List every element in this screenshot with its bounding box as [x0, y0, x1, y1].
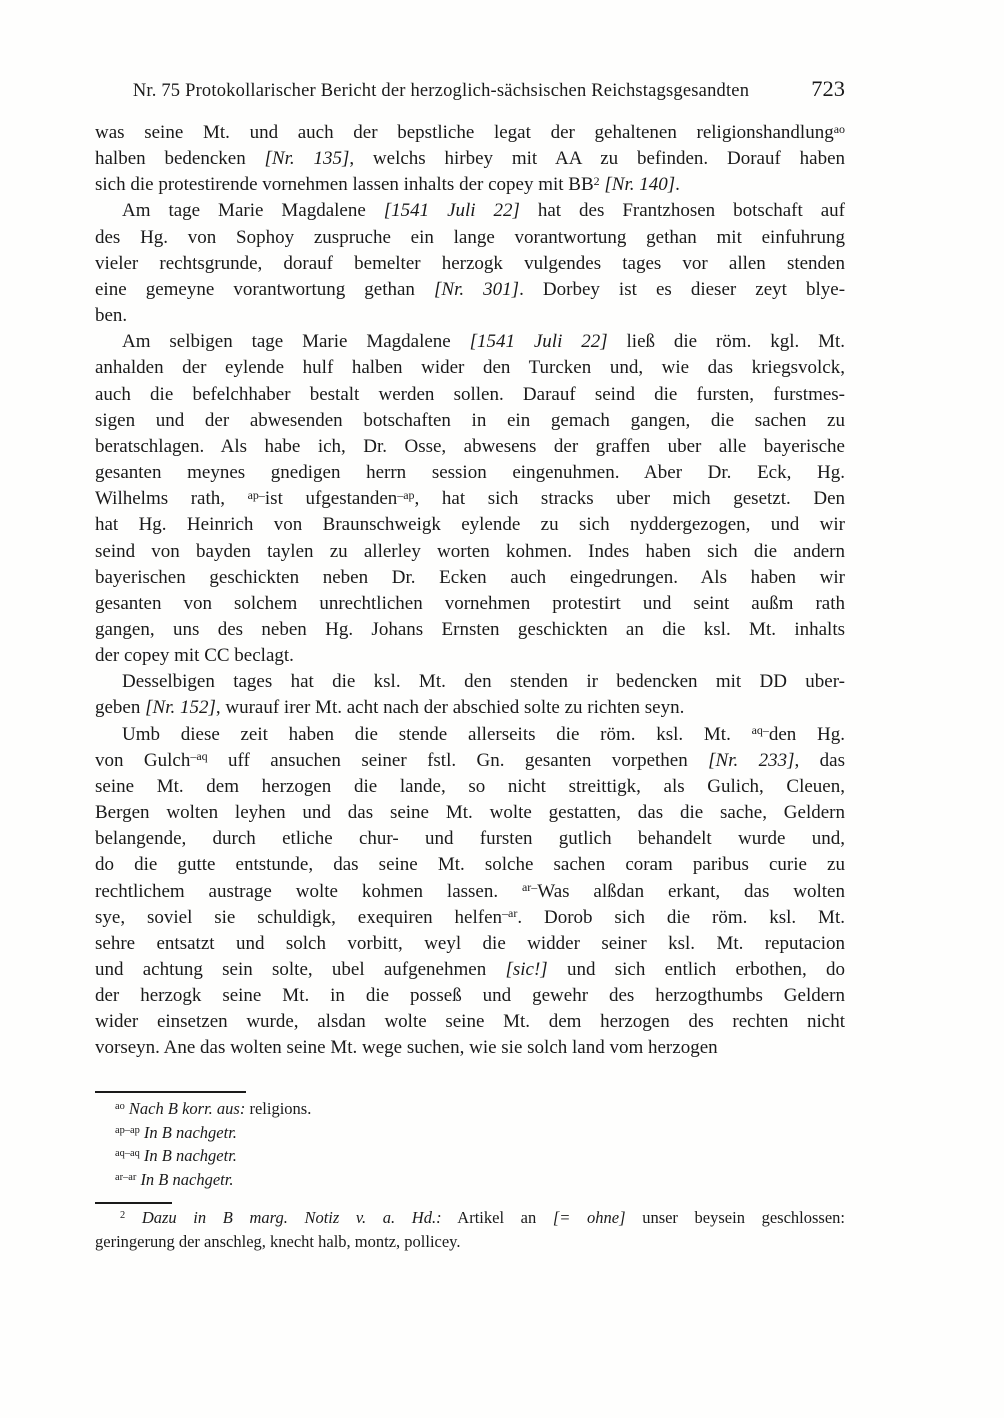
text-run	[125, 1208, 142, 1227]
text-line	[95, 800, 845, 826]
text-run: sich die protestirende vornehmen lassen inhalts der copey mit BB	[95, 174, 594, 196]
text-run: auch die befelchhaber bestalt werden sollen. Darauf seind die fursten, furstmes-	[95, 383, 845, 405]
text-run: rechtlichem austrage wolte kohmen lassen.	[95, 880, 522, 902]
superscript-marker: ar–	[522, 880, 538, 895]
paragraph	[95, 1144, 845, 1168]
text-run: religions.	[245, 1099, 312, 1118]
text-line	[95, 329, 845, 355]
numbered-footnote	[95, 1206, 845, 1253]
text-line	[95, 565, 845, 591]
text-run: Umb diese zeit haben die stende allerseits die röm. ksl. Mt.	[122, 723, 752, 745]
superscript-marker: –aq	[190, 749, 208, 764]
italic-text: [Nr. 152]	[145, 697, 216, 719]
footnote-separator-rule	[95, 1091, 246, 1093]
text-run: hat des Frantzhosen botschaft auf	[519, 200, 845, 222]
text-line	[95, 931, 845, 957]
text-run: , das	[794, 749, 846, 771]
text-run: Bergen wolten leyhen und das seine Mt. wolte gestatten, das die sache, Geldern	[95, 802, 845, 824]
text-run: ist ufgestanden	[264, 488, 398, 510]
text-run: seind von bayden taylen zu allerley worten kohmen. Indes haben sich die andern	[95, 540, 845, 562]
superscript-marker: –ap	[397, 487, 415, 502]
text-line	[95, 695, 845, 721]
text-line	[95, 852, 845, 878]
text-line	[95, 1035, 845, 1061]
text-run: beratschlagen. Als habe ich, Dr. Osse, abwesens der graffen uber alle bayerische	[95, 435, 845, 457]
paragraph	[95, 1121, 845, 1145]
text-run: Artikel an	[441, 1208, 553, 1227]
text-run: belangende, durch etliche chur- und fursten gutlich behandelt wurde und,	[95, 828, 845, 850]
text-run: vorseyn. Ane das wolten seine Mt. wege suchen, wie sie solch land vom herzogen	[95, 1037, 718, 1059]
text-line	[95, 826, 845, 852]
paragraph	[95, 669, 845, 721]
text-line	[95, 355, 845, 381]
superscript-marker: aq–aq	[115, 1148, 140, 1160]
text-line	[95, 539, 845, 565]
text-line	[95, 486, 845, 512]
text-run: , welchs hirbey mit AA zu befinden. Dorauf haben	[349, 148, 846, 170]
text-line	[95, 1230, 845, 1254]
text-line	[95, 1144, 845, 1168]
superscript-marker: ao	[833, 121, 845, 136]
paragraph	[95, 120, 845, 198]
text-line	[95, 146, 845, 172]
text-run: gesanten von solchem unrechtlichen vornehmen protestirt und seint außm rath	[95, 592, 845, 614]
text-run: . Dorob sich die röm. ksl. Mt.	[517, 906, 845, 928]
text-line	[95, 120, 845, 146]
text-run: vieler rechtsgrunde, dorauf bemelter herzogk vulgendes tages vor allen stenden	[95, 252, 845, 274]
header-title: Nr. 75 Protokollarischer Bericht der herzoglich-sächsischen Reichstagsgesandten	[132, 81, 750, 101]
text-run: , hat sich stracks uber mich gesetzt. Den	[414, 488, 846, 510]
body-text	[95, 120, 845, 1062]
text-line	[95, 512, 845, 538]
text-run: was seine Mt. und auch der bepstliche legat der gehaltenen religionshandlung	[95, 122, 834, 143]
italic-text: [= ohne]	[552, 1208, 626, 1227]
italic-text: Nach B korr. aus:	[128, 1099, 246, 1118]
text-run: der copey mit CC beclagt.	[95, 645, 294, 667]
footnote-separator-rule-2	[95, 1202, 172, 1204]
text-run: sehre entsatzt und solch vorbitt, weyl die widder seiner ksl. Mt. reputacion	[95, 932, 845, 954]
italic-text: [sic!]	[505, 959, 548, 980]
paragraph	[95, 198, 845, 329]
text-line	[95, 277, 845, 303]
text-run: ben.	[95, 305, 128, 327]
superscript-marker: –ar	[502, 906, 518, 921]
text-line	[95, 251, 845, 277]
text-line	[95, 382, 845, 408]
text-run: Am tage Marie Magdalene	[122, 200, 384, 222]
text-line	[95, 460, 845, 486]
text-run: Was alßdan erkant, das wolten	[537, 880, 845, 902]
italic-text: [Nr. 135]	[264, 148, 350, 170]
italic-text: [Nr. 233]	[708, 749, 795, 771]
italic-text: In B nachgetr.	[143, 1146, 237, 1165]
text-run: geben	[95, 697, 146, 719]
text-line	[95, 198, 845, 224]
text-run: seine Mt. dem herzogen die lande, so nicht streittigk, als Gulich, Cleuen,	[95, 775, 845, 797]
paragraph	[95, 1097, 845, 1121]
text-line	[95, 957, 845, 983]
text-line	[95, 591, 845, 617]
text-line	[95, 1206, 845, 1230]
superscript-marker: 2	[593, 173, 600, 188]
text-line	[95, 1009, 845, 1035]
text-run: sye, soviel sie schuldigk, exequiren helfen	[95, 906, 503, 928]
superscript-marker: ar–ar	[115, 1171, 137, 1183]
text-line	[95, 879, 845, 905]
text-run: von Gulch	[95, 749, 191, 771]
text-run: bayerischen geschickten neben Dr. Ecken auch eingedrungen. Als haben wir	[95, 566, 845, 588]
text-run: , wurauf irer Mt. acht nach der abschied solte zu richten seyn.	[215, 697, 685, 719]
text-run: Wilhelms rath,	[95, 488, 248, 510]
text-run: gesanten meynes gnedigen herrn session eingenuhmen. Aber Dr. Eck, Hg.	[95, 462, 845, 484]
text-run: des Hg. von Sophoy zuspruche ein lange vorantwortung gethan mit einfuhrung	[95, 226, 845, 248]
text-line	[95, 983, 845, 1009]
text-run: anhalden der eylende hulf halben wider den Turcken und, wie das kriegsvolck,	[95, 357, 845, 379]
italic-text: [Nr. 301]	[434, 278, 520, 300]
superscript-marker: ap–	[247, 487, 265, 502]
text-line	[95, 1097, 845, 1121]
italic-text: In B nachgetr.	[140, 1169, 234, 1189]
text-line	[95, 1121, 845, 1145]
text-run: gangen, uns des neben Hg. Johans Ernsten geschickten an die ksl. Mt. inhalts	[95, 618, 845, 640]
text-run: do die gutte entstunde, das seine Mt. solche sachen coram paribus curie zu	[95, 854, 845, 876]
italic-text: In B nachgetr.	[143, 1122, 237, 1142]
text-run: ließ die röm. kgl. Mt.	[607, 331, 846, 353]
text-line	[95, 408, 845, 434]
running-header	[95, 78, 845, 106]
italic-text: [1541 Juli 22]	[469, 331, 608, 353]
text-line	[95, 722, 845, 748]
paragraph	[95, 329, 845, 669]
text-run: und achtung sein solte, ubel aufgenehmen	[95, 959, 506, 980]
text-run: unser beysein geschlossen:	[625, 1208, 845, 1227]
text-run: wider einsetzen wurde, alsdan wolte seine Mt. dem herzogen des rechten nicht	[95, 1011, 845, 1033]
page-number: 723	[811, 76, 845, 101]
text-run: geringerung der anschleg, knecht halb, montz, pollicey.	[95, 1231, 461, 1251]
text-run: Am selbigen tage Marie Magdalene	[122, 331, 470, 353]
text-line	[95, 303, 845, 329]
paragraph	[95, 1206, 845, 1253]
superscript-marker: aq–	[751, 723, 769, 738]
text-run: und sich entlich erbothen, do	[547, 959, 846, 980]
text-line	[95, 905, 845, 931]
text-line	[95, 774, 845, 800]
text-line	[95, 434, 845, 460]
text-run: Desselbigen tages hat die ksl. Mt. den stenden ir bedencken mit DD uber-	[122, 671, 845, 693]
text-line	[95, 669, 845, 695]
text-run: halben bedencken	[95, 148, 265, 170]
text-run: hat Hg. Heinrich von Braunschweigk eylende zu sich nyddergezogen, und wir	[95, 514, 845, 536]
paragraph	[95, 1168, 845, 1192]
text-run: uff ansuchen seiner fstl. Gn. gesanten vorpethen	[207, 749, 709, 771]
text-run: der herzogk seine Mt. in die posseß und gewehr des herzogthumbs Geldern	[95, 985, 845, 1007]
text-line	[95, 748, 845, 774]
superscript-marker: ap–ap	[115, 1124, 140, 1136]
italic-text: [1541 Juli 22]	[383, 200, 520, 222]
text-run: eine gemeyne vorantwortung gethan	[95, 278, 434, 300]
text-run: den Hg.	[768, 723, 845, 745]
text-run: sigen und der abwesenden botschaften in ein gemach gangen, die sachen zu	[95, 409, 845, 431]
superscript-marker: 2	[120, 1210, 126, 1222]
text-line	[95, 225, 845, 251]
text-line	[95, 172, 845, 198]
text-line	[95, 643, 845, 669]
apparatus-footnotes	[95, 1097, 845, 1191]
superscript-marker: ao	[115, 1101, 125, 1113]
text-line	[95, 1168, 845, 1192]
paragraph	[95, 722, 845, 1062]
text-line	[95, 617, 845, 643]
italic-text: Dazu in B marg. Notiz v. a. Hd.:	[141, 1208, 442, 1227]
italic-text: [Nr. 140]	[604, 174, 676, 196]
text-run: .	[675, 174, 680, 196]
text-run: . Dorbey ist es dieser zeyt blye-	[519, 278, 846, 300]
